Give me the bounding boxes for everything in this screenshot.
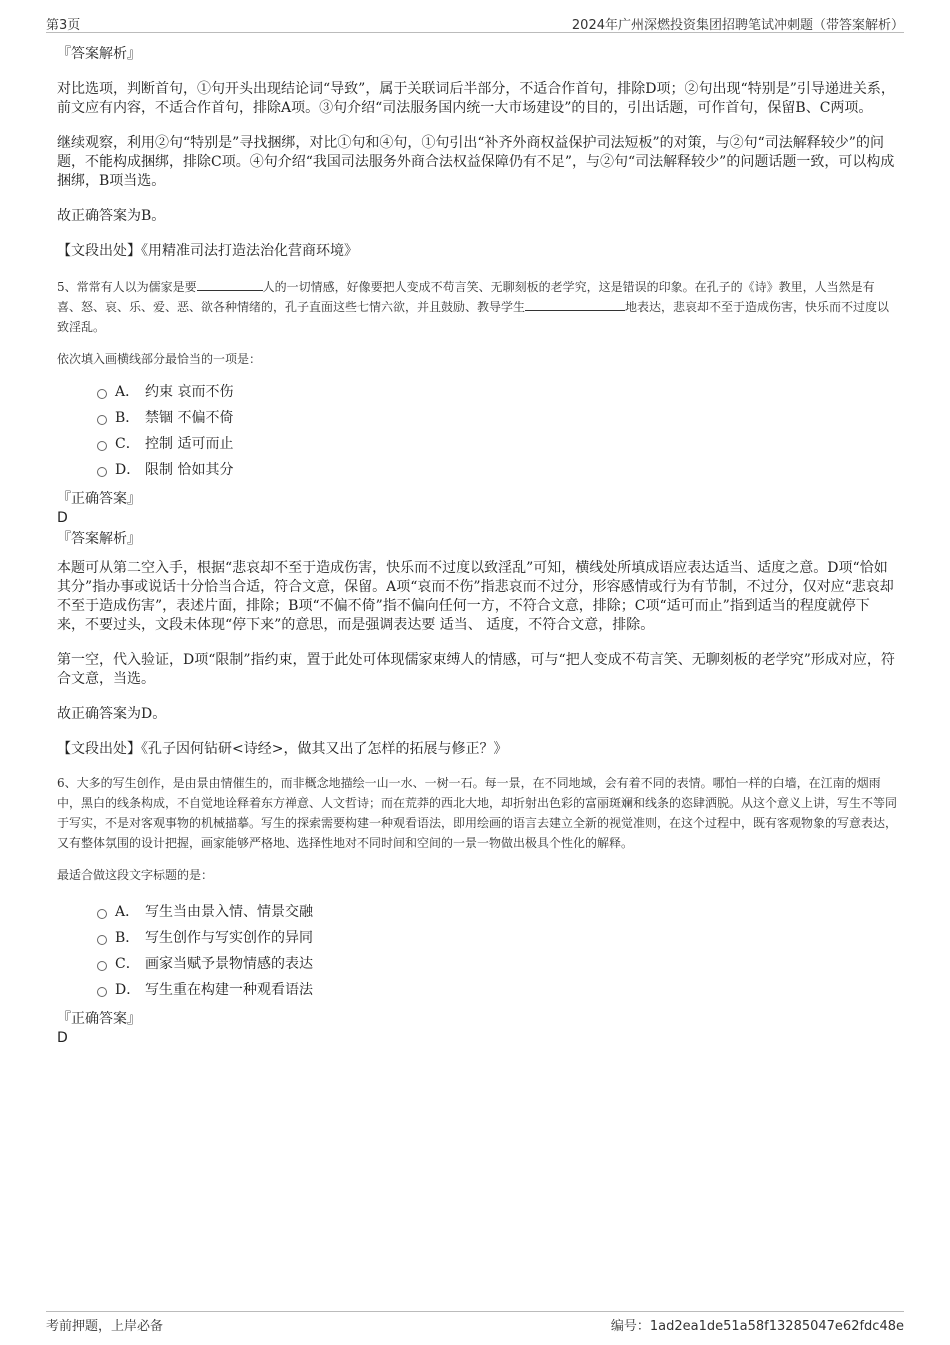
question-prompt: 依次填入画横线部分最恰当的一项是：: [57, 352, 262, 366]
analysis-paragraph: 本题可从第二空入手，根据“悲哀却不至于造成伤害，快乐而不过度以致淫乱”可知，横线处所填成语应表达适当、适度之意。D项“恰如其分”指办事或说话十分恰当合适，符合文意，保留。A项“哀而不伤”指悲哀而不过分，形容感情或行为有节制，不过分，仅对应“悲哀却不至于造成伤害”，表述片面，排除；B项“不偏不倚”指不偏向任何一方，不符合文意，排除；C项“适可而止”指到适当的程度就停下来，不要过头，文段未体现“停下来”的意思，而是强调表达要 适当、 适度，不符合文意，排除。: [57, 560, 894, 633]
page-number: 第3页: [46, 18, 81, 33]
option-b[interactable]: B． 禁锢 不偏不倚: [57, 405, 897, 431]
page-header: [46, 12, 904, 33]
conclusion: 故正确答案为B。: [57, 208, 166, 224]
question-stem: 5、常常有人以为儒家是要 人的一切情感，好像要把人变成不苟言笑、无聊刻板的老学究，这是错误的印象。在孔子的《诗》教里，人当然是有喜、怒、哀、乐、爱、恶、欲各种情绪的，孔子直面这些七情六欲，并且鼓励、教导学生 地表达，悲哀却不至于造成伤害，快乐而不过度以致淫乱。: [57, 280, 890, 334]
radio-icon[interactable]: [97, 389, 107, 399]
radio-icon[interactable]: [97, 441, 107, 451]
option-list: [57, 379, 897, 483]
analysis-paragraph: 对比选项，判断首句，①句开头出现结论词“导致”，属于关联词后半部分，不适合作首句，排除D项；②句出现“特别是”引导递进关系，前文应有内容，不适合作首句，排除A项。③句介绍“司法服务国内统一大市场建设”的目的，引出话题，可作首句，保留B、C两项。: [57, 81, 895, 116]
document-code: 编号：1ad2ea1de51a58f13285047e62fdc48e: [610, 1319, 904, 1334]
source-citation: 【文段出处】《孔子因何钻研<诗经>，做其又出了怎样的拓展与修正？》: [57, 741, 508, 757]
source-citation: 【文段出处】《用精准司法打造法治化营商环境》: [57, 243, 358, 259]
question-prompt: 最适合做这段文字标题的是：: [57, 868, 214, 882]
correct-answer-label: 『正确答案』: [57, 1011, 141, 1027]
correct-answer: D: [57, 1030, 68, 1046]
analysis-label: 『答案解析』: [57, 46, 141, 62]
correct-answer-label: 『正确答案』: [57, 491, 141, 507]
option-b[interactable]: B． 写生创作与写实创作的异同: [57, 925, 897, 951]
radio-icon[interactable]: [97, 987, 107, 997]
correct-answer: D: [57, 510, 68, 526]
option-d[interactable]: D． 限制 恰如其分: [57, 457, 897, 483]
analysis-paragraph: 第一空，代入验证，D项“限制”指约束，置于此处可体现儒家束缚人的情感，可与“把人变成不苟言笑、无聊刻板的老学究”形成对应，符合文意，当选。: [57, 652, 895, 687]
radio-icon[interactable]: [97, 961, 107, 971]
option-a[interactable]: A． 约束 哀而不伤: [57, 379, 897, 405]
option-c[interactable]: C． 控制 适可而止: [57, 431, 897, 457]
analysis-paragraph: 继续观察，利用②句“特别是”寻找捆绑，对比①句和④句，①句引出“补齐外商权益保护司法短板”的对策，与②句“司法解释较少”的问题，不能构成捆绑，排除C项。④句介绍“我国司法服务外商合法权益保障仍有不足”，与②句“司法解释较少”的问题话题一致，可以构成捆绑，B项当选。: [57, 135, 895, 189]
fill-blank-2: [525, 298, 625, 311]
option-list: [57, 899, 897, 1003]
analysis-label: 『答案解析』: [57, 531, 141, 547]
option-c[interactable]: C． 画家当赋予景物情感的表达: [57, 951, 897, 977]
footer-slogan: 考前押题，上岸必备: [46, 1319, 164, 1334]
page-footer: [46, 1311, 904, 1334]
option-d[interactable]: D． 写生重在构建一种观看语法: [57, 977, 897, 1003]
fill-blank-1: [197, 278, 263, 291]
document-title: 2024年广州深燃投资集团招聘笔试冲刺题（带答案解析）: [571, 18, 904, 33]
radio-icon[interactable]: [97, 935, 107, 945]
page-content: [57, 44, 897, 1047]
conclusion: 故正确答案为D。: [57, 706, 167, 722]
radio-icon[interactable]: [97, 909, 107, 919]
question-stem: 6、大多的写生创作，是由景由情催生的，而非概念地描绘一山一水、一树一石。每一景，在不同地域，会有着不同的表情。哪怕一样的白墙，在江南的烟雨中，黑白的线条构成，不自觉地诠释着东方禅意、人文哲诗；而在荒莽的西北大地，却折射出色彩的富丽斑斓和线条的恣肆洒脱。从这个意义上讲，写生不等同于写实，不是对客观事物的机械描摹。写生的探索需要构建一种观看语法，即用绘画的语言去建立全新的视觉准则，在这个过程中，既有客观物象的写意表达，又有整体氛围的设计把握，画家能够严格地、选择性地对不同时间和空间的一景一物做出极具个性化的解释。: [57, 776, 898, 850]
radio-icon[interactable]: [97, 415, 107, 425]
option-a[interactable]: A． 写生当由景入情、情景交融: [57, 899, 897, 925]
radio-icon[interactable]: [97, 467, 107, 477]
